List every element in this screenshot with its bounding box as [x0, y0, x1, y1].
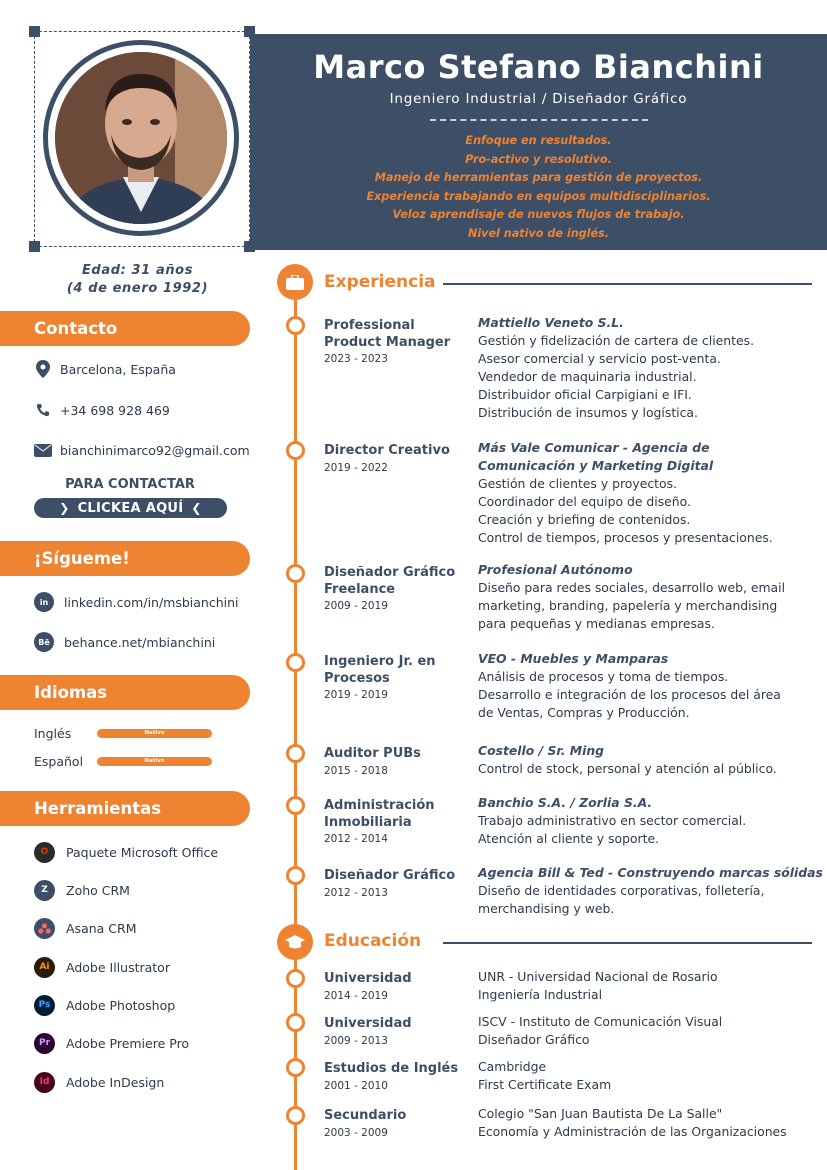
entry-dates: 2003 - 2009 [324, 1126, 388, 1139]
tool-item [34, 956, 170, 978]
tools-section-header: Herramientas [0, 791, 250, 826]
entry-line: Diseñador Gráfico [478, 1032, 590, 1047]
location-pin-icon [34, 360, 52, 378]
timeline-dot [286, 653, 305, 672]
email-icon [34, 441, 52, 459]
premiere-icon: Pr [34, 1033, 55, 1054]
entry-org: VEO - Muebles y Mamparas [478, 651, 669, 666]
entry-line: Diseño para redes sociales, desarrollo web, email [478, 580, 786, 595]
entry-dates: 2009 - 2019 [324, 600, 388, 612]
role-line: Universidad [324, 971, 412, 986]
summary-line: Veloz aprendisaje de nuevos flujos de trabajo. [392, 208, 685, 221]
timeline-dot [286, 316, 305, 335]
entry-role [324, 868, 474, 901]
entry-org: Costello / Sr. Ming [478, 743, 605, 758]
summary-line: Experiencia trabajando en equipos multidisciplinarios. [366, 189, 711, 203]
entry-line: Gestión de clientes y proyectos. [478, 476, 677, 491]
job-title: Ingeniero Industrial / Diseñador Gráfico [389, 91, 688, 107]
social-linkedin[interactable] [34, 592, 239, 612]
entry-org: Comunicación y Marketing Digital [478, 458, 714, 473]
frame-corner [244, 241, 255, 252]
entry-line: ISCV - Instituto de Comunicación Visual [478, 1014, 723, 1029]
role-line: Freelance [324, 581, 396, 597]
entry-line: Control de stock, personal y atención al público. [478, 761, 777, 776]
portrait-illustration [55, 52, 227, 224]
social-section-header: ¡Sígueme! [0, 541, 250, 576]
chevron-right-icon: ❯ [59, 501, 70, 515]
entry-line: Gestión y fidelización de cartera de clientes. [478, 333, 755, 348]
age-info [30, 262, 245, 298]
entry-role [324, 565, 474, 614]
role-line: Diseñador Gráfico [324, 565, 456, 580]
role-line: Administración [324, 798, 435, 813]
timeline-dot [286, 796, 305, 815]
entry-role [324, 443, 474, 476]
entry-line: para pequeñas y medianas empresas. [478, 616, 715, 631]
entry-dates: 2019 - 2019 [324, 689, 388, 701]
office-icon: O [34, 842, 55, 863]
entry-description [478, 1105, 823, 1141]
entry-role [324, 971, 474, 1004]
profile-photo-image [55, 52, 227, 224]
summary-line: Pro-activo y resolutivo. [465, 152, 612, 166]
linkedin-icon: in [34, 592, 54, 612]
timeline-dot [286, 866, 305, 885]
tool-name: Asana CRM [66, 920, 137, 936]
entry-dates: 2012 - 2014 [324, 833, 388, 845]
phone-icon [34, 401, 52, 419]
contact-cta-label: PARA CONTACTAR [65, 477, 195, 492]
entry-description [478, 314, 823, 422]
entry-dates: 2023 - 2023 [324, 353, 388, 365]
asana-icon [34, 918, 55, 939]
full-name: Marco Stefano Bianchini [313, 48, 764, 86]
role-line: Universidad [324, 1016, 412, 1031]
role-line: Estudios de Inglés [324, 1061, 459, 1076]
entry-org: Profesional Autónomo [478, 562, 633, 577]
summary-line: Manejo de herramientas para gestión de proyectos. [374, 171, 703, 184]
entry-description [478, 650, 823, 722]
zoho-icon: Z [34, 880, 55, 901]
contact-phone [34, 400, 170, 420]
behance-icon: Bē [34, 632, 54, 652]
entry-role [324, 1061, 474, 1094]
entry-description [478, 1013, 823, 1049]
entry-line: Análisis de procesos y toma de tiempos. [478, 669, 729, 684]
tool-name: Adobe Premiere Pro [66, 1035, 190, 1051]
entry-dates: 2001 - 2010 [324, 1079, 388, 1092]
entry-line: Asesor comercial y servicio post-venta. [478, 351, 721, 366]
entry-org: Agencia Bill & Ted - Construyendo marcas sólidas [478, 865, 823, 880]
profile-photo [43, 40, 239, 236]
timeline-dot [286, 1013, 305, 1032]
entry-line: Coordinador del equipo de diseño. [478, 494, 691, 509]
education-rule [443, 942, 812, 944]
briefcase-icon [277, 264, 313, 300]
entry-dates: 2019 - 2022 [324, 461, 388, 474]
tool-item [34, 1032, 189, 1054]
entry-description [478, 1058, 823, 1094]
frame-corner [29, 26, 40, 37]
entry-description [478, 742, 823, 778]
contact-button[interactable] [34, 498, 227, 518]
role-line: Diseñador Gráfico [324, 868, 456, 883]
entry-role [324, 1016, 474, 1049]
experience-rule [443, 283, 812, 285]
summary-line: Enfoque en resultados. [465, 134, 612, 147]
frame-corner [244, 26, 255, 37]
role-line: Ingeniero Jr. en [324, 654, 436, 669]
entry-dates: 2014 - 2019 [324, 989, 388, 1002]
frame-corner [29, 241, 40, 252]
languages-section-header: Idiomas [0, 675, 250, 710]
contact-section-header: Contacto [0, 311, 250, 346]
phone-text[interactable]: +34 698 928 469 [60, 402, 170, 418]
entry-role [324, 654, 474, 703]
language-level-bar: Nativo [97, 729, 212, 738]
tool-item [34, 841, 218, 863]
entry-dates: 2012 - 2013 [324, 886, 388, 899]
tool-item [34, 1071, 164, 1093]
timeline-dot [286, 1106, 305, 1125]
role-line: Auditor PUBs [324, 746, 421, 761]
entry-role [324, 798, 474, 847]
entry-line: Creación y briefing de contenidos. [478, 512, 691, 527]
location-text: Barcelona, España [60, 361, 176, 377]
entry-line: Colegio "San Juan Bautista De La Salle" [478, 1106, 723, 1121]
timeline-dot [286, 1058, 305, 1077]
timeline-dot [286, 564, 305, 583]
role-line: Product Manager [324, 334, 451, 350]
language-name: Español [34, 754, 84, 769]
header-divider [430, 119, 648, 121]
entry-dates: 2015 - 2018 [324, 764, 388, 777]
indesign-icon: Id [34, 1072, 55, 1093]
entry-line: Ingeniería Industrial [478, 987, 603, 1002]
entry-line: Trabajo administrativo en sector comercial. [478, 813, 747, 828]
timeline-dot [286, 969, 305, 988]
birth-date: (4 de enero 1992) [66, 281, 209, 296]
tool-item [34, 917, 136, 939]
role-line: Secundario [324, 1108, 407, 1123]
language-level-bar: Nativo [97, 757, 212, 766]
entry-description [478, 439, 823, 547]
role-line: Professional [324, 318, 415, 333]
entry-line: Distribuidor oficial Carpigiani e IFI. [478, 387, 692, 402]
entry-role [324, 1108, 474, 1141]
illustrator-icon: Ai [34, 957, 55, 978]
experience-heading: Experiencia [324, 272, 436, 292]
contact-button-label: CLICKEA AQUÍ [77, 500, 184, 516]
tool-item [34, 879, 130, 901]
timeline-dot [286, 441, 305, 460]
behance-link[interactable]: behance.net/mbianchini [64, 634, 216, 650]
entry-line: Economía y Administración de las Organizaciones [478, 1124, 787, 1139]
graduation-cap-icon [277, 924, 313, 960]
language-name: Inglés [34, 726, 72, 741]
tool-name: Paquete Microsoft Office [66, 844, 219, 860]
entry-org: Banchio S.A. / Zorlia S.A. [478, 795, 653, 810]
contact-location [34, 359, 176, 379]
role-line: Director Creativo [324, 443, 450, 458]
entry-line: marketing, branding, papelería y merchandising [478, 598, 778, 613]
language-item [34, 754, 83, 770]
tool-name: Adobe Illustrator [66, 959, 170, 975]
entry-dates: 2009 - 2013 [324, 1034, 388, 1047]
tool-name: Adobe InDesign [66, 1074, 165, 1090]
role-line: Procesos [324, 670, 390, 686]
entry-line: merchandising y web. [478, 901, 615, 916]
entry-role [324, 746, 474, 779]
entry-line: First Certificate Exam [478, 1077, 612, 1092]
entry-line: de Ventas, Compras y Producción. [478, 705, 690, 720]
timeline-dot [286, 744, 305, 763]
chevron-left-icon: ❮ [191, 501, 202, 515]
entry-line: Distribución de insumos y logística. [478, 405, 698, 420]
entry-description [478, 794, 823, 848]
entry-line: UNR - Universidad Nacional de Rosario [478, 969, 718, 984]
language-item [34, 726, 71, 742]
entry-role [324, 318, 474, 367]
entry-line: Vendedor de maquinaria industrial. [478, 369, 697, 384]
entry-line: Desarrollo e integración de los procesos del área [478, 687, 781, 702]
entry-description [478, 561, 823, 633]
entry-description [478, 864, 823, 918]
entry-line: Control de tiempos, procesos y presentaciones. [478, 530, 773, 545]
summary [250, 132, 827, 243]
entry-description [478, 968, 823, 1004]
social-behance[interactable] [34, 632, 215, 652]
tool-item [34, 994, 175, 1016]
role-line: Inmobiliaria [324, 814, 412, 830]
photoshop-icon: Ps [34, 995, 55, 1016]
tool-name: Zoho CRM [66, 882, 130, 898]
tool-name: Adobe Photoshop [66, 997, 176, 1013]
entry-org: Mattiello Veneto S.L. [478, 315, 624, 330]
contact-email [34, 440, 250, 460]
entry-line: Diseño de identidades corporativas, folletería, [478, 883, 765, 898]
entry-org: Más Vale Comunicar - Agencia de [478, 440, 710, 455]
linkedin-link[interactable]: linkedin.com/in/msbianchini [64, 594, 239, 610]
education-heading: Educación [324, 931, 422, 951]
entry-line: Atención al cliente y soporte. [478, 831, 660, 846]
summary-line: Nivel nativo de inglés. [467, 226, 609, 240]
entry-line: Cambridge [478, 1059, 547, 1074]
age: Edad: 31 años [81, 263, 194, 278]
email-text[interactable]: bianchinimarco92@gmail.com [60, 442, 250, 458]
timeline-line [294, 282, 297, 1170]
